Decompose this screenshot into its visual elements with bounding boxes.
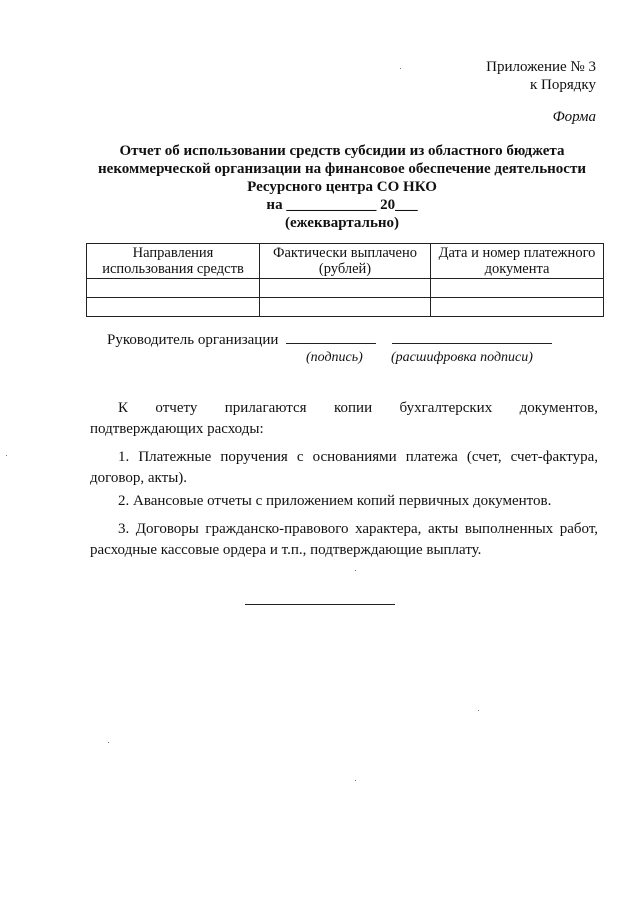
- scan-speck: [108, 742, 109, 743]
- signature-line[interactable]: [286, 343, 376, 344]
- title-line-1: Отчет об использовании средств субсидии из областного бюджета: [119, 143, 565, 159]
- signature-label: Руководитель организации: [107, 332, 279, 348]
- scan-speck: [6, 455, 7, 456]
- scan-speck: [355, 570, 356, 571]
- signature-decode-line[interactable]: [392, 343, 552, 344]
- attachments-intro-line2: подтверждающих расходы:: [90, 421, 264, 437]
- title-period: на ____________ 20___: [266, 197, 418, 213]
- table-row: [87, 298, 604, 317]
- scan-speck: [355, 780, 356, 781]
- appendix-header: [486, 58, 596, 94]
- scan-speck: [400, 68, 401, 69]
- header-payment-document: Дата и номер платежного документа: [431, 244, 604, 279]
- title-line-3: Ресурсного центра СО НКО: [247, 179, 437, 195]
- table-header-row: [87, 244, 604, 279]
- signature-caption: (подпись): [306, 350, 363, 365]
- title-line-2: некоммерческой организации на финансовое обеспечение деятельности: [98, 161, 586, 177]
- appendix-reference: к Порядку: [530, 77, 596, 93]
- document-title: [0, 142, 640, 232]
- report-table: [86, 243, 604, 317]
- attachment-item-3-line1: 3. Договоры гражданско-правового характера, акты выполненных работ,: [118, 521, 598, 537]
- form-label: Форма: [552, 109, 596, 125]
- table-cell[interactable]: [87, 298, 260, 317]
- title-frequency: (ежеквартально): [284, 215, 400, 231]
- attachment-item-1-line2: договор, акты).: [90, 470, 188, 486]
- attachment-item-2: 2. Авансовые отчеты с приложением копий первичных документов.: [118, 493, 552, 509]
- closing-divider: [245, 604, 395, 605]
- attachment-item-3-line2: расходные кассовые ордера и т.п., подтверждающие выплату.: [90, 542, 482, 558]
- header-direction: Направления использования средств: [87, 244, 260, 279]
- table-cell[interactable]: [260, 279, 431, 298]
- signature-block: [107, 332, 552, 349]
- attachments-intro-line1: К отчету прилагаются копии бухгалтерских документов,: [118, 400, 598, 416]
- attachment-item-1-line1: 1. Платежные поручения с основаниями платежа (счет, счет-фактура,: [118, 449, 598, 465]
- table-cell[interactable]: [87, 279, 260, 298]
- table-cell[interactable]: [431, 298, 604, 317]
- header-paid: Фактически выплачено (рублей): [260, 244, 431, 279]
- appendix-number: Приложение № 3: [486, 59, 596, 75]
- scan-speck: [478, 710, 479, 711]
- table-cell[interactable]: [431, 279, 604, 298]
- table-cell[interactable]: [260, 298, 431, 317]
- signature-decode-caption: (расшифровка подписи): [391, 350, 533, 365]
- table-row: [87, 279, 604, 298]
